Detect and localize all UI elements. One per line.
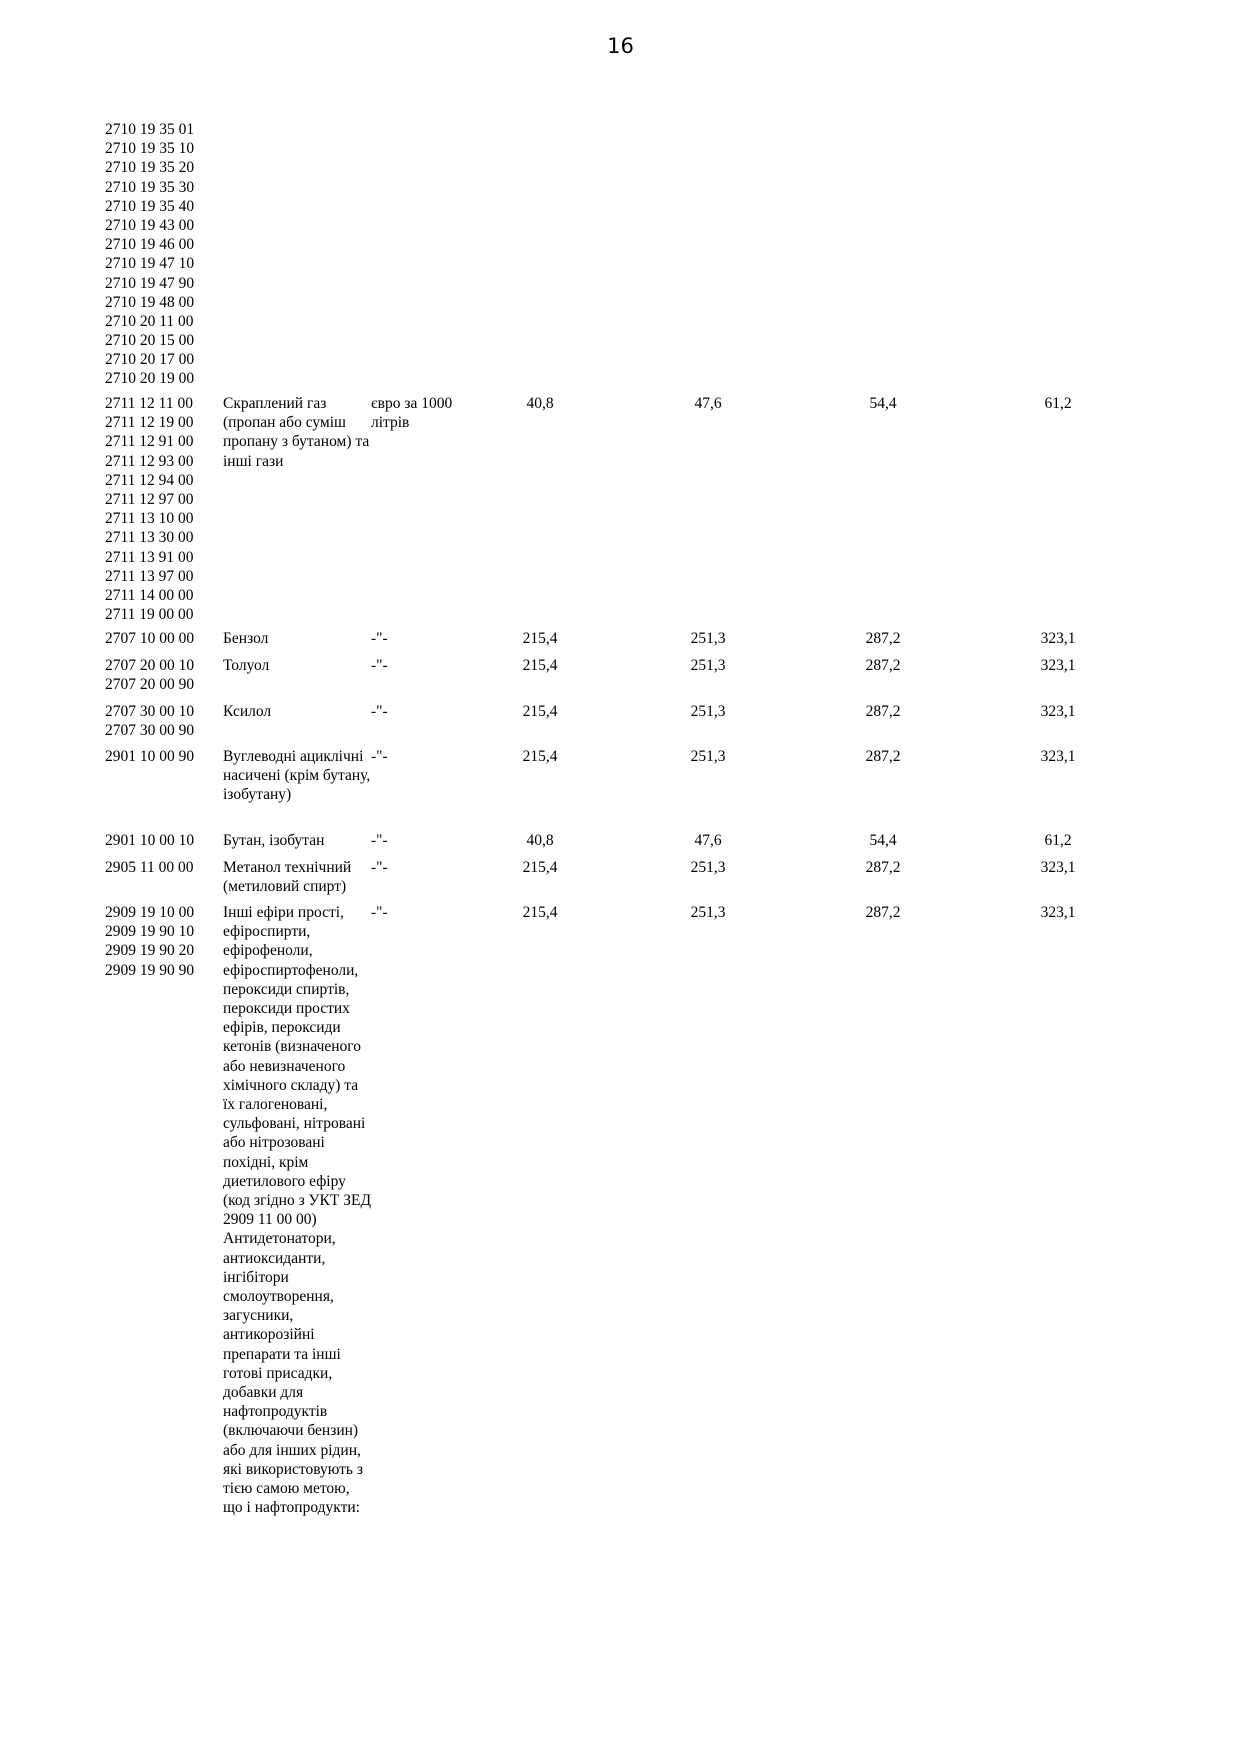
rate-1: 215,4: [522, 859, 558, 876]
rate-4: 323,1: [1040, 657, 1076, 674]
description: Скраплений газ (пропан або суміш пропану з бутаном) та інші гази: [223, 395, 370, 470]
code: 2710 20 11 00: [105, 312, 194, 330]
code-list: [105, 656, 217, 694]
rate-4: 323,1: [1040, 748, 1076, 765]
code: 2710 19 35 10: [105, 140, 195, 158]
code-list: [105, 903, 217, 980]
rate-1: 215,4: [522, 748, 558, 765]
code: 2711 13 91 00: [105, 548, 194, 566]
rate-3: 287,2: [865, 859, 901, 876]
code: 2901 10 00 10: [105, 832, 195, 849]
code: 2707 30 00 10: [105, 703, 195, 720]
code-list: [105, 747, 217, 766]
code: 2710 20 17 00: [105, 351, 195, 369]
unit: -"-: [371, 859, 388, 876]
rate-3: 287,2: [865, 904, 901, 921]
unit: -"-: [371, 904, 388, 921]
code: 2710 19 35 30: [105, 178, 195, 196]
code: 2901 10 00 90: [105, 748, 195, 765]
code-list: [105, 702, 217, 740]
description: Ксилол: [223, 703, 272, 720]
code-list: [105, 629, 217, 648]
rate-3: 287,2: [865, 748, 901, 765]
rate-2: 251,3: [690, 904, 726, 921]
rate-1: 215,4: [522, 703, 558, 720]
code: 2711 19 00 00: [105, 606, 194, 624]
code: 2909 19 90 90: [105, 961, 195, 979]
rate-3: 287,2: [865, 657, 901, 674]
code: 2710 19 35 01: [105, 121, 195, 138]
rate-2: 47,6: [694, 395, 722, 412]
code: 2710 19 47 90: [105, 274, 195, 292]
code: 2707 30 00 90: [105, 722, 195, 740]
unit: -"-: [371, 748, 388, 765]
code: 2710 20 15 00: [105, 332, 195, 350]
rate-4: 323,1: [1040, 859, 1076, 876]
rate-3: 54,4: [869, 395, 897, 412]
code: 2909 19 90 20: [105, 942, 195, 960]
code: 2711 12 94 00: [105, 471, 194, 489]
rate-1: 215,4: [522, 630, 558, 647]
code: 2710 19 48 00: [105, 293, 195, 311]
code-list: [105, 120, 217, 389]
code: 2710 20 19 00: [105, 370, 195, 388]
description: Бутан, ізобутан: [223, 832, 325, 849]
code: 2905 11 00 00: [105, 859, 194, 876]
unit: -"-: [371, 703, 388, 720]
description: Інші ефіри прості, ефіроспирти, ефірофеноли, ефіроспиртофеноли, пероксиди спиртів, пероксиди простих ефірів, пероксиди кетонів (визначеного або невизначеного хімічного складу) та їх галогеновані, сульфовані, нітровані або нітрозовані похідні, крім диетилового ефіру (код згідно з УКТ ЗЕД 2909 11 00 00) Антидетонатори, антиоксиданти, інгібітори смолоутворення, загусники, антикорозійні препарати та інші готові присадки, добавки для нафтопродуктів (включаючи бензин) або для інших рідин, які використовують з тією самою метою, що і нафтопродукти:: [223, 904, 372, 1517]
rate-2: 251,3: [690, 748, 726, 765]
rate-1: 40,8: [526, 832, 554, 849]
code: 2711 12 93 00: [105, 452, 194, 470]
code-list: [105, 858, 217, 877]
code: 2711 12 11 00: [105, 395, 193, 412]
code: 2909 19 90 10: [105, 923, 195, 941]
code: 2711 13 97 00: [105, 567, 194, 585]
unit: -"-: [371, 832, 388, 849]
rate-2: 251,3: [690, 703, 726, 720]
code: 2710 19 46 00: [105, 236, 195, 254]
code-list: [105, 394, 217, 624]
rate-3: 54,4: [869, 832, 897, 849]
rate-4: 323,1: [1040, 904, 1076, 921]
rate-2: 251,3: [690, 630, 726, 647]
rate-2: 251,3: [690, 657, 726, 674]
unit: -"-: [371, 630, 388, 647]
code: 2711 12 97 00: [105, 490, 194, 508]
unit: -"-: [371, 657, 388, 674]
rate-4: 61,2: [1044, 395, 1072, 412]
code: 2710 19 43 00: [105, 216, 195, 234]
code: 2909 19 10 00: [105, 904, 195, 921]
rate-1: 215,4: [522, 904, 558, 921]
code: 2707 20 00 90: [105, 676, 195, 694]
rate-2: 47,6: [694, 832, 722, 849]
description: Метанол технічний (метиловий спирт): [223, 859, 352, 896]
code: 2711 13 10 00: [105, 510, 194, 528]
unit: євро за 1000 літрів: [371, 395, 453, 432]
code: 2707 10 00 00: [105, 630, 195, 647]
rate-4: 323,1: [1040, 630, 1076, 647]
rate-3: 287,2: [865, 703, 901, 720]
code: 2711 14 00 00: [105, 586, 194, 604]
rate-4: 323,1: [1040, 703, 1076, 720]
code: 2707 20 00 10: [105, 657, 195, 674]
code-list: [105, 831, 217, 850]
code: 2711 12 19 00: [105, 414, 194, 432]
description: Толуол: [223, 657, 270, 674]
rate-1: 215,4: [522, 657, 558, 674]
page-number: 16: [607, 34, 634, 58]
rate-4: 61,2: [1044, 832, 1072, 849]
rate-2: 251,3: [690, 859, 726, 876]
code: 2711 12 91 00: [105, 433, 194, 451]
description: Вуглеводні ациклічні насичені (крім бутану, ізобутану): [223, 748, 371, 804]
code: 2710 19 47 10: [105, 255, 195, 273]
code: 2711 13 30 00: [105, 529, 194, 547]
code: 2710 19 35 40: [105, 197, 195, 215]
rate-3: 287,2: [865, 630, 901, 647]
description: Бензол: [223, 630, 269, 647]
rate-1: 40,8: [526, 395, 554, 412]
code: 2710 19 35 20: [105, 159, 195, 177]
